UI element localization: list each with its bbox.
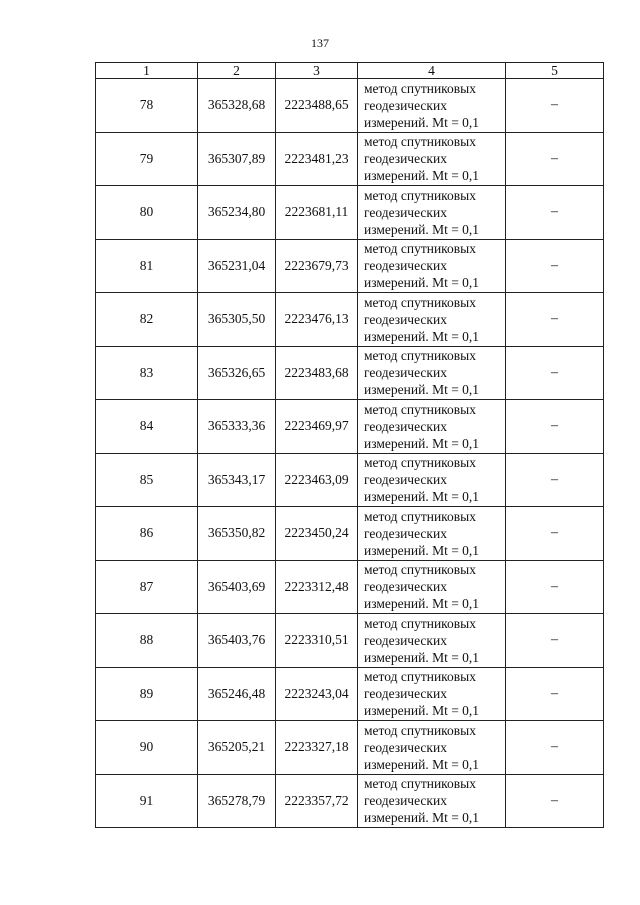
table-row [96,132,604,186]
note-cell: – [506,667,604,721]
x-coordinate-cell: 365343,17 [198,453,276,507]
note-cell: – [506,132,604,186]
y-coordinate-cell: 2223483,68 [276,346,358,400]
method-cell [358,614,506,668]
method-line: измерений. Mt = 0,1 [364,382,480,398]
method-line: геодезических [364,793,447,809]
table-body [96,79,604,828]
method-line: измерений. Mt = 0,1 [364,328,480,344]
x-coordinate-cell: 365234,80 [198,186,276,240]
note-cell: – [506,293,604,347]
method-line: геодезических [364,97,447,113]
point-number-cell: 85 [96,453,198,507]
method-line: измерений. Mt = 0,1 [364,275,480,291]
y-coordinate-cell: 2223481,23 [276,132,358,186]
method-line: измерений. Mt = 0,1 [364,435,480,451]
note-cell: – [506,400,604,454]
table-row [96,774,604,828]
note-cell: – [506,186,604,240]
note-cell: – [506,774,604,828]
table-header-row [96,63,604,79]
method-cell [358,667,506,721]
y-coordinate-cell: 2223463,09 [276,453,358,507]
method-cell [358,560,506,614]
table-row [96,507,604,561]
point-number-cell: 84 [96,400,198,454]
point-number-cell: 83 [96,346,198,400]
column-header: 3 [276,63,358,79]
method-cell [358,721,506,775]
method-line: измерений. Mt = 0,1 [364,649,480,665]
method-line: метод спутниковых [364,348,476,364]
table-row [96,346,604,400]
method-line: метод спутниковых [364,669,476,685]
x-coordinate-cell: 365403,69 [198,560,276,614]
x-coordinate-cell: 365305,50 [198,293,276,347]
page-number: 137 [311,36,329,50]
method-line: метод спутниковых [364,241,476,257]
point-number-cell: 91 [96,774,198,828]
point-number-cell: 80 [96,186,198,240]
column-header: 5 [506,63,604,79]
table-row [96,186,604,240]
method-line: метод спутниковых [364,134,476,150]
method-cell [358,453,506,507]
method-line: геодезических [364,204,447,220]
method-line: метод спутниковых [364,776,476,792]
method-line: метод спутниковых [364,187,476,203]
x-coordinate-cell: 365326,65 [198,346,276,400]
table-row [96,400,604,454]
method-line: метод спутниковых [364,562,476,578]
method-cell [358,132,506,186]
x-coordinate-cell: 365350,82 [198,507,276,561]
column-header: 2 [198,63,276,79]
x-coordinate-cell: 365307,89 [198,132,276,186]
method-line: метод спутниковых [364,294,476,310]
point-number-cell: 86 [96,507,198,561]
point-number-cell: 88 [96,614,198,668]
note-cell: – [506,79,604,133]
point-number-cell: 79 [96,132,198,186]
method-cell [358,186,506,240]
x-coordinate-cell: 365328,68 [198,79,276,133]
method-line: геодезических [364,311,447,327]
note-cell: – [506,346,604,400]
table-row [96,614,604,668]
y-coordinate-cell: 2223357,72 [276,774,358,828]
method-line: геодезических [364,739,447,755]
coordinates-table [95,62,604,828]
method-line: метод спутниковых [364,615,476,631]
y-coordinate-cell: 2223488,65 [276,79,358,133]
method-line: метод спутниковых [364,722,476,738]
x-coordinate-cell: 365231,04 [198,239,276,293]
point-number-cell: 90 [96,721,198,775]
note-cell: – [506,614,604,668]
method-line: геодезических [364,418,447,434]
table-row [96,721,604,775]
column-header: 4 [358,63,506,79]
method-cell [358,507,506,561]
y-coordinate-cell: 2223243,04 [276,667,358,721]
x-coordinate-cell: 365403,76 [198,614,276,668]
table-row [96,239,604,293]
table-row [96,453,604,507]
method-cell [358,774,506,828]
point-number-cell: 82 [96,293,198,347]
y-coordinate-cell: 2223312,48 [276,560,358,614]
note-cell: – [506,239,604,293]
y-coordinate-cell: 2223310,51 [276,614,358,668]
method-line: измерений. Mt = 0,1 [364,596,480,612]
y-coordinate-cell: 2223450,24 [276,507,358,561]
method-line: геодезических [364,632,447,648]
point-number-cell: 78 [96,79,198,133]
method-line: измерений. Mt = 0,1 [364,114,480,130]
method-line: метод спутниковых [364,455,476,471]
method-cell [358,79,506,133]
point-number-cell: 81 [96,239,198,293]
note-cell: – [506,560,604,614]
method-line: измерений. Mt = 0,1 [364,756,480,772]
y-coordinate-cell: 2223476,13 [276,293,358,347]
method-cell [358,400,506,454]
method-line: измерений. Mt = 0,1 [364,542,480,558]
method-line: измерений. Mt = 0,1 [364,221,480,237]
x-coordinate-cell: 365246,48 [198,667,276,721]
point-number-cell: 89 [96,667,198,721]
method-cell [358,293,506,347]
method-line: геодезических [364,472,447,488]
method-line: геодезических [364,365,447,381]
note-cell: – [506,453,604,507]
method-line: геодезических [364,686,447,702]
table-row [96,79,604,133]
point-number-cell: 87 [96,560,198,614]
note-cell: – [506,721,604,775]
method-line: измерений. Mt = 0,1 [364,489,480,505]
y-coordinate-cell: 2223469,97 [276,400,358,454]
method-line: геодезических [364,151,447,167]
y-coordinate-cell: 2223327,18 [276,721,358,775]
x-coordinate-cell: 365278,79 [198,774,276,828]
method-line: измерений. Mt = 0,1 [364,810,480,826]
method-line: геодезических [364,258,447,274]
table-row [96,560,604,614]
method-line: метод спутниковых [364,508,476,524]
method-line: метод спутниковых [364,401,476,417]
method-cell [358,239,506,293]
method-line: геодезических [364,579,447,595]
method-cell [358,346,506,400]
table-row [96,667,604,721]
x-coordinate-cell: 365205,21 [198,721,276,775]
method-line: метод спутниковых [364,80,476,96]
method-line: геодезических [364,525,447,541]
note-cell: – [506,507,604,561]
method-line: измерений. Mt = 0,1 [364,168,480,184]
y-coordinate-cell: 2223679,73 [276,239,358,293]
x-coordinate-cell: 365333,36 [198,400,276,454]
y-coordinate-cell: 2223681,11 [276,186,358,240]
column-header: 1 [96,63,198,79]
method-line: измерений. Mt = 0,1 [364,703,480,719]
table-row [96,293,604,347]
